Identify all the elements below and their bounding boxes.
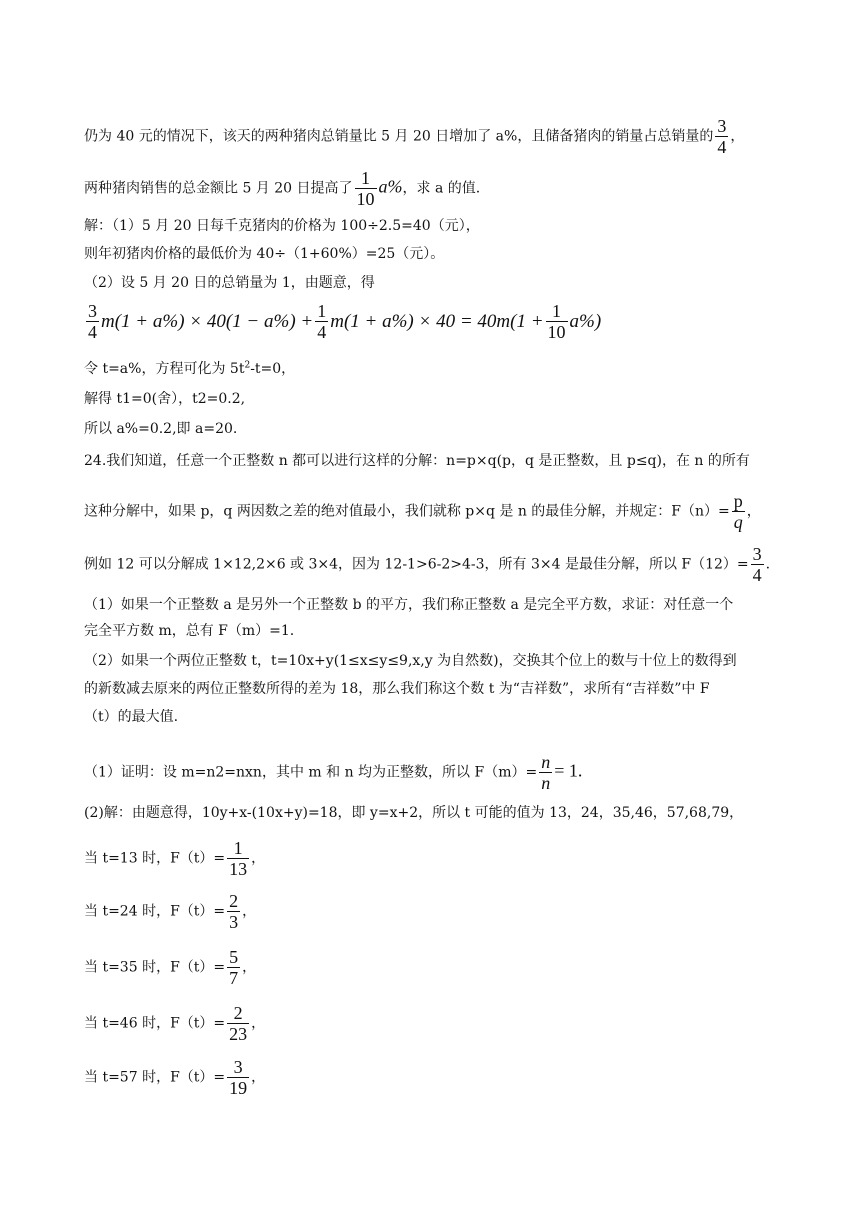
solution-line: 解：（1）5 月 20 日每千克猪肉的价格为 100÷2.5=40（元）， (84, 218, 480, 234)
solution-line: 令 t=a%，方程可化为 $5t^2-t=0$， (84, 360, 296, 377)
text-line: 两种猪肉销售的总金额比 5 月 20 日提高了 $\frac{1}{10}$ a%，求 a 的值. (84, 168, 481, 209)
case-line: 当 t=13 时，F（t）= $\frac{1}{13}$ ， (84, 838, 266, 879)
case-line: 当 t=24 时，F（t）= $\frac{2}{3}$ ， (84, 891, 257, 932)
case-line: 当 t=35 时，F（t）= $\frac{5}{7}$ ， (84, 947, 257, 988)
fraction: $\frac{3}{4}$ (88, 301, 97, 342)
fraction: $\frac{1}{10}$ (547, 301, 566, 342)
problem-line: 的新数减去原来的两位正整数所得的差为 18，那么我们称这个数 t 为“吉祥数”，求所有“吉祥数”中 F (84, 681, 710, 697)
problem-line: 例如 12 可以分解成 1×12,2×6 或 3×4，因为 12-1>6-2>4-3，所有 3×4 是最佳分解，所以 F（12）= $\frac{3}{4}$ . (84, 544, 771, 585)
text-line: 仍为 40 元的情况下，该天的两种猪肉总销量比 5 月 20 日增加了 a%，且储备猪肉的销量占总销量的 $\frac{3}{4}$ ， (84, 116, 745, 157)
problem-line: （2）如果一个两位正整数 t，t=10x+y(1≤x≤y≤9,x,y 为自然数)，交换其个位上的数与十位上的数得到 (84, 653, 737, 669)
fraction: $\frac{p}{q}$ (733, 491, 743, 532)
fraction: $\frac{2}{3}$ (229, 891, 239, 932)
fraction: $\frac{3}{4}$ (752, 544, 762, 585)
problem-line: 24.我们知道，任意一个正整数 n 都可以进行这样的分解：n=p×q(p，q 是正整数，且 p≤q)，在 n 的所有 (84, 453, 750, 469)
solution-line: （2）设 5 月 20 日的总销量为 1，由题意，得 (84, 275, 375, 291)
solution-line: 则年初猪肉价格的最低价为 40÷（1+60%）=25（元）。 (84, 246, 445, 262)
problem-line: 这种分解中，如果 p，q 两因数之差的绝对值最小，我们就称 p×q 是 n 的最佳分解，并规定：F（n）= $\frac{p}{q}$ ， (84, 491, 761, 532)
fraction: $\frac{1}{10}$ (356, 168, 375, 209)
fraction: $\frac{n}{n}$ (541, 752, 551, 793)
fraction: $\frac{2}{23}$ (229, 1003, 248, 1044)
solution-line: 所以 a%=0.2,即 a=20. (84, 421, 238, 437)
fraction: $\frac{3}{4}$ (717, 116, 727, 157)
fraction: $\frac{1}{13}$ (229, 838, 248, 879)
equation: $\frac{3}{4}$ m(1 + a%) × 40(1 − a%) + $\frac{1}{4}$ m(1 + a%) × 40 = 40m(1 + $\frac{1}{10}$ a%) (88, 301, 602, 342)
fraction: $\frac{5}{7}$ (229, 947, 239, 988)
fraction: $\frac{1}{4}$ (317, 301, 327, 342)
case-line: 当 t=57 时，F（t）= $\frac{3}{19}$ ， (84, 1057, 266, 1098)
fraction: $\frac{3}{19}$ (229, 1057, 248, 1098)
case-line: 当 t=46 时，F（t）= $\frac{2}{23}$ ， (84, 1003, 266, 1044)
solution-line: 解得 t1=0(舍），t2=0.2, (84, 391, 246, 407)
problem-line: （t）的最大值. (84, 709, 179, 725)
solution-line: (2)解：由题意得，10y+x-(10x+y)=18，即 y=x+2，所以 t 可能的值为 13，24，35,46，57,68,79， (84, 805, 744, 821)
problem-line: 完全平方数 m，总有 F（m）=1. (84, 623, 295, 639)
problem-line: （1）如果一个正整数 a 是另外一个正整数 b 的平方，我们称正整数 a 是完全平方数，求证：对任意一个 (84, 597, 734, 613)
proof-line: （1）证明：设 m=n2=nxn，其中 m 和 n 均为正整数，所以 F（m）= $\frac{n}{n}$ = 1. (84, 752, 583, 793)
